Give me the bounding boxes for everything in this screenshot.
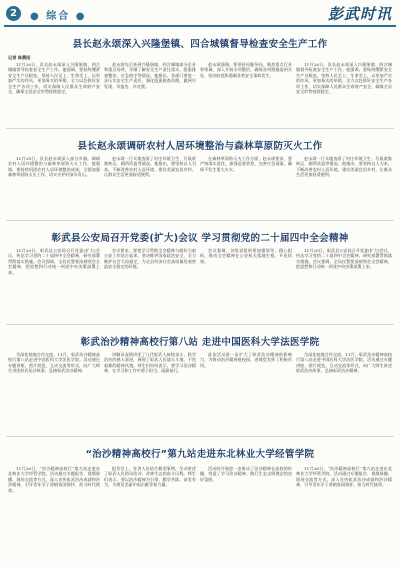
article-5-col-3: 活动的开展进一步推动了治沙精神在高校的传播，营造了学习治沙精神、践行生态文明理念的良好氛围。 (200, 466, 292, 482)
separator (6, 220, 394, 221)
section-name: 综合 (46, 11, 71, 22)
separator (6, 436, 394, 437)
masthead (0, 0, 400, 26)
article-2-col-1: 11月28日，县长赵永颂深入部分乡镇，调研农村人居环境整治与森林草原防灭火工作。他强调，要持续巩固农村人居环境整治成果，全面加强森林草原防灭火工作，切实守护好绿水青山。 (8, 156, 100, 178)
article-3-col-3: 会议强调，各级党组织要加强领导，精心组织，推动全会精神在公安机关落地生根、开花结果。 (200, 248, 292, 264)
separator (6, 128, 394, 129)
article-3-col-2: 会议要求，要把学习贯彻全会精神与做好当前公安工作结合起来，坚决维护国家政治安全，全力维护社会大局稳定，为全县经济社会高质量发展营造安全稳定的环境。 (104, 248, 196, 270)
article-5-col-1: 11月26日，“治沙精神高校行”第九站走进东北林业大学经管学院。活动通过专题报告、视频展播、现场交流等方式，深入宣传彰武治沙成就和治沙精神，引导青年学子厚植家国情怀、担当时代使命。 (8, 466, 100, 493)
article-3-col-1: 11月20日，彰武县公安局召开党委(扩大)会议，传达学习党的二十届四中全会精神，研究部署贯彻落实措施。会议强调，全局民警要深刻领会全会精神，把思想和行动统一到党中央决策部署上来。 (8, 248, 100, 275)
section-label: ● 综合 ● (30, 11, 87, 22)
article-5-col-4: 11月26日，“治沙精神高校行”第九站走进东北林业大学经管学院。活动通过专题报告、视频展播、现场交流等方式，深入宣传彰武治沙成就和治沙精神，引导青年学子厚植家国情怀、担当时代使命。 (296, 466, 392, 488)
article-1-col-1: 11月26日，县长赵永颂深入兴隆堡镇、四合城镇督导检查安全生产工作。他强调，要始终绷紧安全生产这根弦，坚持人民至上、生命至上，以更加严实的作风、更加务实的举措，全力以赴抓好安全生产各项工作，切实保障人民群众生命财产安全，确保全县安全形势持续稳定。 (8, 62, 100, 95)
article-4-headline: 彰武治沙精神高校行第八站 走进中国医科大学法医学院 (80, 337, 320, 348)
separator (6, 324, 394, 325)
masthead-rule (4, 25, 396, 27)
article-3-headline: 彰武县公安局召开党委(扩大)会议 学习贯彻党的二十届四中全会精神 (51, 233, 349, 244)
newspaper-brand: 彭武时讯 (327, 5, 392, 23)
article-2-col-4: 赵永颂一行实地查看了村庄环境卫生、垃圾收集转运、厕所改造等情况。他指出，要坚持以人为本，不断改善农村人居环境，建设美丽宜居乡村，让群众生活更加舒适便利。 (296, 156, 392, 178)
article-4-col-4: 为深化校地合作交流，11月，彰武治沙精神高校行第八站走进中国医科大学法医学院。活动通过专题讲座、图片展览、互动交流等形式，向广大师生讲述彰武治沙故事，弘扬彰武治沙精神。 (296, 352, 392, 374)
article-1-col-4: 11月26日，县长赵永颂深入兴隆堡镇、四合城镇督导检查安全生产工作。他强调，要始终绷紧安全生产这根弦，坚持人民至上、生命至上，以更加严实的作风、更加务实的举措，全力以赴抓好安全生产各项工作，切实保障人民群众生命财产安全，确保全县安全形势持续稳定。 (296, 62, 392, 95)
article-5-col-2: 报告会上，宣讲人员结合典型事例，生动讲述了彰武人民防风治沙、改善生态的奋斗历程。师生们表示，要以治沙精神为引领，勤学苦练、奋发有为，为建设美丽中国贡献青春力量。 (104, 466, 196, 488)
article-4-col-3: 此次活动进一步扩大了彰武治沙精神的影响力，为推动治沙精神进校园、进课堂发挥了积极作用。 (200, 352, 292, 368)
article-2-headline: 县长赵永颂调研农村人居环境整治与森林草原防灭火工作 (77, 141, 323, 152)
article-1-headline: 县长赵永颂深入兴隆堡镇、四合城镇督导检查安全生产工作 (72, 39, 328, 50)
article-4-col-1: 为深化校地合作交流，11月，彰武治沙精神高校行第八站走进中国医科大学法医学院。活动通过专题讲座、图片展览、互动交流等形式，向广大师生讲述彰武治沙故事，弘扬彰武治沙精神。 (8, 352, 100, 374)
article-1-col-2: 赵永颂先后来到兴隆堡镇、四合城镇部分企业和重点场所，详细了解安全生产责任落实、隐患排查整治、应急值守等情况。他指出，各部门要进一步压实安全生产责任，强化隐患排查治理，做到早发现、早报告、早处置。 (104, 62, 196, 89)
article-4-col-2: 讲解员深情讲述了几代彰武人接续奋斗、科学治沙的感人事迹，展现了彰武人民战天斗地、不畏艰难的精神风貌。师生们纷纷表示，要学习治沙精神，在学习和工作中勇于担当、砥砺前行。 (104, 352, 196, 374)
article-3-col-4: 11月20日，彰武县公安局召开党委(扩大)会议，传达学习党的二十届四中全会精神，研究部署贯彻落实措施。会议强调，全局民警要深刻领会全会精神，把思想和行动统一到党中央决策部署上来。 (296, 248, 392, 270)
article-5-headline: “治沙精神高校行”第九站走进东北林业大学经管学院 (85, 449, 315, 460)
article-1-byline: 记者 陈晨阳 (8, 55, 31, 60)
article-2-col-2: 赵永颂一行实地查看了村庄环境卫生、垃圾收集转运、厕所改造等情况。他指出，要坚持以人为本，不断改善农村人居环境，建设美丽宜居乡村，让群众生活更加舒适便利。 (104, 156, 196, 178)
page-number-badge: 2 (6, 6, 21, 21)
article-2-col-3: 在森林草原防灭火工作方面，赵永颂要求，要严格落实责任，加强巡查管控，完善应急预案，确保不发生重大火灾。 (200, 156, 292, 172)
article-1-col-3: 赵永颂强调，要坚持问题导向，聚焦重点行业和领域，深入开展专项整治，确保各项措施落到实处，坚决防范和遏制各类安全事故发生。 (200, 62, 292, 78)
